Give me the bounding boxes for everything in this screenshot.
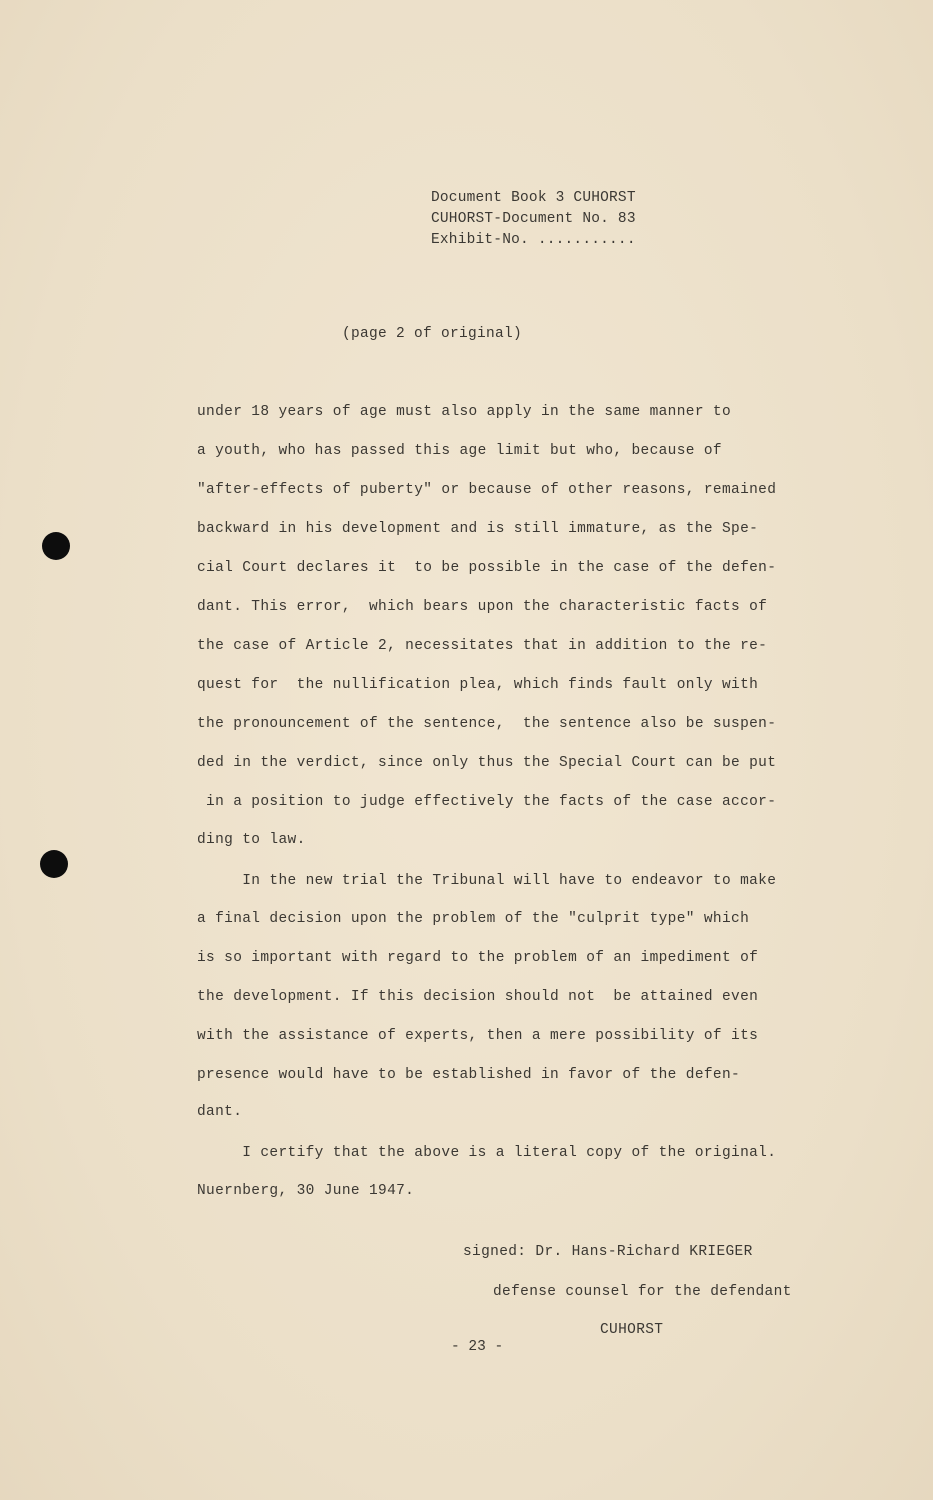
body-line: presence would have to be established in favor of the defen- — [197, 1067, 741, 1083]
body-line: ded in the verdict, since only thus the Special Court can be put — [197, 755, 777, 771]
certification-line: I certify that the above is a literal copy of the original. — [197, 1145, 777, 1161]
body-line: under 18 years of age must also apply in the same manner to — [197, 404, 732, 420]
body-line: "after-effects of puberty" or because of other reasons, remained — [197, 482, 777, 498]
body-line: in a position to judge effectively the facts of the case accor- — [197, 794, 777, 810]
body-line: quest for the nullification plea, which finds fault only with — [197, 677, 759, 693]
body-line: cial Court declares it to be possible in the case of the defen- — [197, 560, 777, 576]
body-line: ding to law. — [197, 832, 306, 848]
document-number-line: CUHORST-Document No. 83 — [431, 211, 636, 227]
document-book-line: Document Book 3 CUHORST — [431, 190, 636, 206]
body-line: the development. If this decision should not be attained even — [197, 989, 759, 1005]
defendant-name: CUHORST — [600, 1322, 664, 1338]
place-date-line: Nuernberg, 30 June 1947. — [197, 1183, 415, 1199]
body-line: a final decision upon the problem of the "culprit type" which — [197, 911, 750, 927]
signer-role: defense counsel for the defendant — [493, 1284, 792, 1300]
document-header — [431, 188, 636, 251]
page-number: - 23 - — [451, 1339, 504, 1355]
body-line: In the new trial the Tribunal will have to endeavor to make — [197, 873, 777, 889]
body-line: the case of Article 2, necessitates that in addition to the re- — [197, 638, 768, 654]
body-line: dant. This error, which bears upon the characteristic facts of — [197, 599, 768, 615]
page-of-original-note: (page 2 of original) — [342, 326, 523, 342]
body-line: with the assistance of experts, then a mere possibility of its — [197, 1028, 759, 1044]
signature-line: signed: Dr. Hans-Richard KRIEGER — [463, 1244, 753, 1260]
body-line: dant. — [197, 1104, 243, 1120]
punch-hole-upper — [42, 532, 70, 560]
body-line: is so important with regard to the problem of an impediment of — [197, 950, 759, 966]
punch-hole-lower — [40, 850, 68, 878]
body-line: the pronouncement of the sentence, the sentence also be suspen- — [197, 716, 777, 732]
body-line: backward in his development and is still immature, as the Spe- — [197, 521, 759, 537]
body-line: a youth, who has passed this age limit but who, because of — [197, 443, 722, 459]
exhibit-number-line: Exhibit-No. ........... — [431, 232, 636, 248]
